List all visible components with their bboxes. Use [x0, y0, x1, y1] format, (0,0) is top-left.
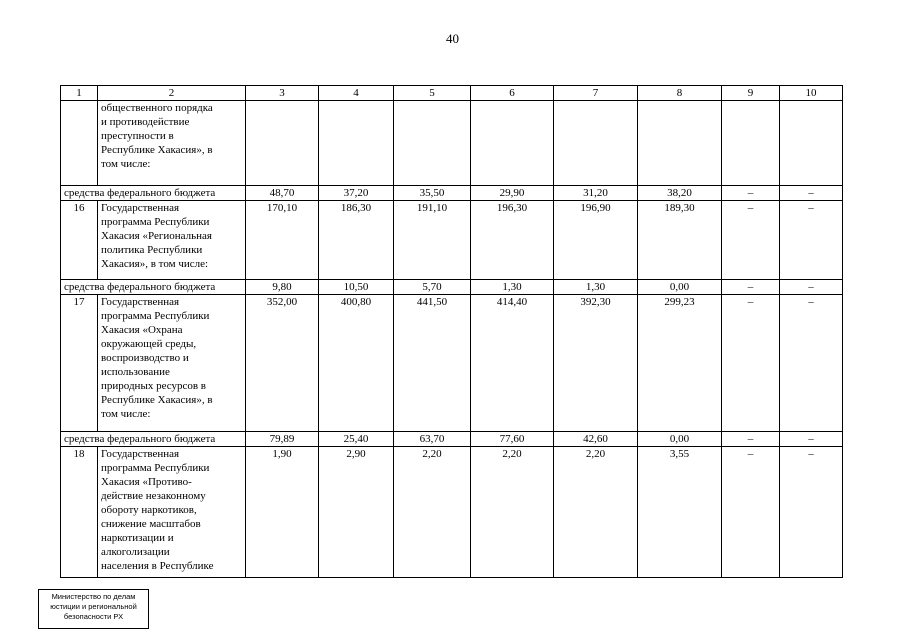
value-cell: 2,20 — [394, 447, 471, 578]
federal-budget-value: 10,50 — [319, 280, 394, 295]
header-row — [61, 86, 843, 101]
header-cell: 6 — [471, 86, 554, 101]
table-row — [61, 201, 843, 280]
value-cell: – — [722, 201, 780, 280]
header-cell: 4 — [319, 86, 394, 101]
value-cell: 196,90 — [554, 201, 638, 280]
federal-budget-row — [61, 280, 843, 295]
value-cell: 1,90 — [246, 447, 319, 578]
federal-budget-value: 31,20 — [554, 186, 638, 201]
federal-budget-label: средства федерального бюджета — [61, 280, 246, 295]
row-number: 16 — [61, 201, 98, 280]
value-cell — [471, 101, 554, 186]
federal-budget-value: 37,20 — [319, 186, 394, 201]
value-cell: 3,55 — [638, 447, 722, 578]
federal-budget-value: 38,20 — [638, 186, 722, 201]
header-cell: 7 — [554, 86, 638, 101]
value-cell: 299,23 — [638, 295, 722, 432]
row-number: 18 — [61, 447, 98, 578]
federal-budget-value: – — [780, 186, 843, 201]
value-cell: 2,90 — [319, 447, 394, 578]
header-cell: 5 — [394, 86, 471, 101]
federal-budget-label: средства федерального бюджета — [61, 432, 246, 447]
federal-budget-value: – — [722, 186, 780, 201]
federal-budget-value: 29,90 — [471, 186, 554, 201]
value-cell: 352,00 — [246, 295, 319, 432]
value-cell: 2,20 — [554, 447, 638, 578]
header-cell: 2 — [98, 86, 246, 101]
value-cell: 170,10 — [246, 201, 319, 280]
header-cell: 10 — [780, 86, 843, 101]
header-cell: 1 — [61, 86, 98, 101]
federal-budget-value: 1,30 — [554, 280, 638, 295]
table-row — [61, 295, 843, 432]
value-cell — [638, 101, 722, 186]
value-cell: 189,30 — [638, 201, 722, 280]
program-name: Государственная программа Республики Хакасия «Противо- действие незаконному обороту наркотиков, снижение масштабов наркотизации и алкоголизации населения в Республике — [98, 447, 246, 578]
federal-budget-value: 35,50 — [394, 186, 471, 201]
value-cell: 191,10 — [394, 201, 471, 280]
row-number: 17 — [61, 295, 98, 432]
federal-budget-value: 77,60 — [471, 432, 554, 447]
value-cell: – — [722, 295, 780, 432]
value-cell: 186,30 — [319, 201, 394, 280]
federal-budget-value: 79,89 — [246, 432, 319, 447]
value-cell: 392,30 — [554, 295, 638, 432]
value-cell: 414,40 — [471, 295, 554, 432]
value-cell: – — [722, 447, 780, 578]
page-number: 40 — [446, 31, 459, 46]
table-row — [61, 101, 843, 186]
federal-budget-row — [61, 432, 843, 447]
federal-budget-value: 9,80 — [246, 280, 319, 295]
value-cell: – — [780, 447, 843, 578]
federal-budget-value: 0,00 — [638, 432, 722, 447]
value-cell: 2,20 — [471, 447, 554, 578]
value-cell — [394, 101, 471, 186]
federal-budget-value: 42,60 — [554, 432, 638, 447]
federal-budget-value: 25,40 — [319, 432, 394, 447]
federal-budget-value: 63,70 — [394, 432, 471, 447]
program-name: Государственная программа Республики Хакасия «Охрана окружающей среды, воспроизводство и использование природных ресурсов в Республике Хакасия», в том числе: — [98, 295, 246, 432]
value-cell: – — [780, 201, 843, 280]
federal-budget-value: 48,70 — [246, 186, 319, 201]
federal-budget-label: средства федерального бюджета — [61, 186, 246, 201]
budget-table — [60, 85, 843, 578]
value-cell — [319, 101, 394, 186]
value-cell — [780, 101, 843, 186]
federal-budget-value: 0,00 — [638, 280, 722, 295]
program-name: общественного порядка и противодействие преступности в Республике Хакасия», в том числе: — [98, 101, 246, 186]
value-cell — [246, 101, 319, 186]
federal-budget-value: – — [780, 280, 843, 295]
value-cell — [554, 101, 638, 186]
federal-budget-value: – — [722, 280, 780, 295]
value-cell — [722, 101, 780, 186]
federal-budget-value: 1,30 — [471, 280, 554, 295]
value-cell: 196,30 — [471, 201, 554, 280]
value-cell: 441,50 — [394, 295, 471, 432]
value-cell: – — [780, 295, 843, 432]
header-cell: 8 — [638, 86, 722, 101]
table-row — [61, 447, 843, 578]
federal-budget-value: – — [780, 432, 843, 447]
row-number — [61, 101, 98, 186]
value-cell: 400,80 — [319, 295, 394, 432]
header-cell: 9 — [722, 86, 780, 101]
federal-budget-row — [61, 186, 843, 201]
federal-budget-value: 5,70 — [394, 280, 471, 295]
ministry-stamp: Министерство по делам юстиции и региональной безопасности РХ — [38, 589, 149, 629]
program-name: Государственная программа Республики Хакасия «Региональная политика Республики Хакасия», в том числе: — [98, 201, 246, 280]
header-cell: 3 — [246, 86, 319, 101]
federal-budget-value: – — [722, 432, 780, 447]
